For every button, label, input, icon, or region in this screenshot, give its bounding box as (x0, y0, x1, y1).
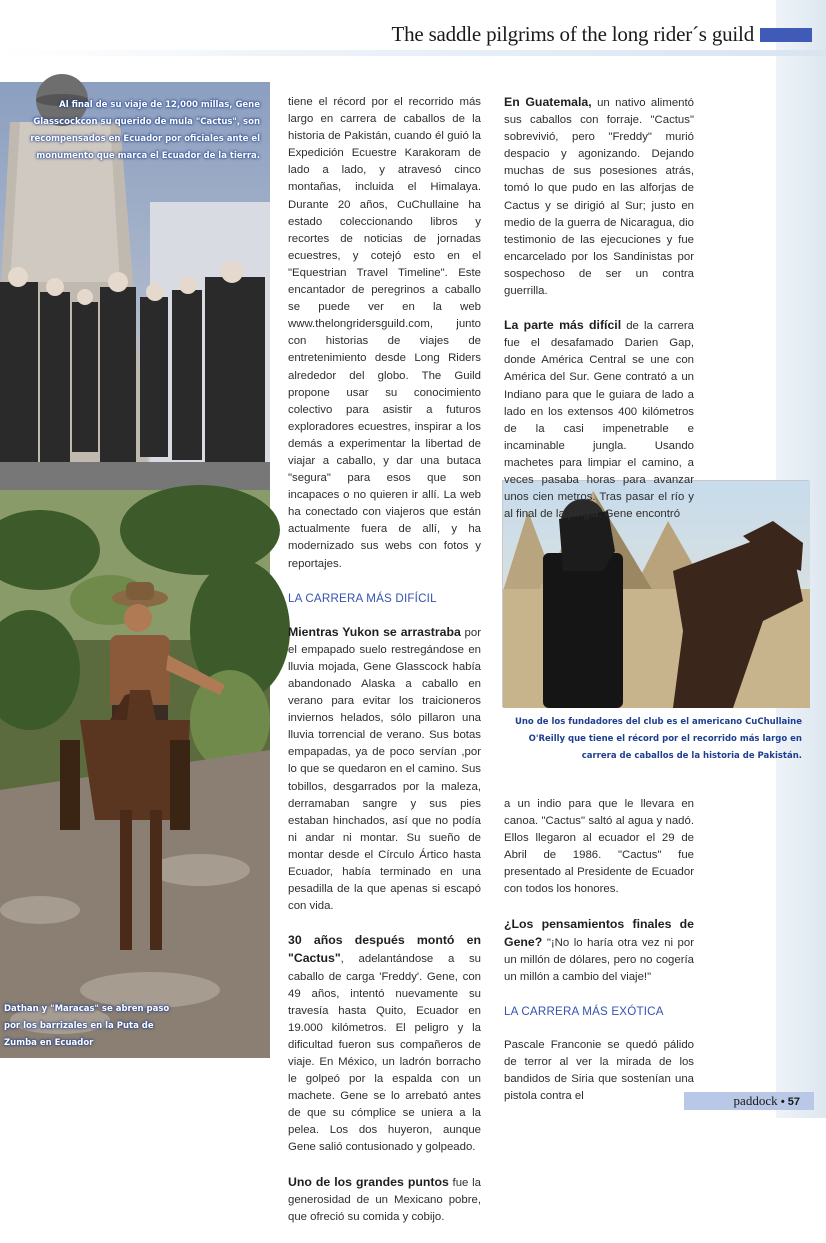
text-column-right-top (504, 94, 694, 540)
magazine-name: paddock (733, 1093, 778, 1108)
section-heading-hardest-race: LA CARRERA MÁS DIFÍCIL (288, 591, 437, 605)
paragraph-text: fue la generosidad de un Mexicano pobre, que ofreció su comida y cobijo. (288, 1176, 481, 1223)
page-footer (684, 1092, 814, 1110)
page-title: The saddle pilgrims of the long rider´s guild (391, 22, 754, 46)
paragraph-text: por el empapado suelo restregándose en lluvia mojada, Gene Glasscock había abandonado Alaska a caballo en verano para evitar los traicioneros inviernos helados, sólo pillaron una lluvia torrencial de verano. Sus botas empapadas, ya de poco servían ,por lo que se quedaron en el camino. Sus tobillos, desgarrados por la maleza, derramaban sangre y sus pies estaban hinchados, así que no podía ni andar ni montar. Su sueño de montar desde el Círculo Ártico hasta Ecuador, había terminado en una pesadilla de la que apenas si escapó con vida. (288, 626, 481, 913)
monument-caption: Al final de su viaje de 12,000 millas, Gene Glasscockcon su querido de mula "Cactus", son recompensados en Ecuador por oficiales ante el monumento que marca el Ecuador de la tierra. (30, 100, 260, 161)
article-paragraph: a un indio para que le llevara en canoa. "Cactus" saltó al agua y nadó. Ellos llegaron al ecuador el 29 de Abril de 1986. "Cactus" fue presentado al Presidente de Ecuador con todos los honores. (504, 798, 694, 896)
header-rule (0, 50, 826, 56)
article-paragraph: tiene el récord por el recorrido más largo en carrera de caballos de la historia de Pakistán, cuando él guió la Expedición Ecuestre Karakoram de lado a lado, y atravesó cinco montañas, incluida el Himalaya. Durante 20 años, CuChullaine ha estado coleccionando libros y recortes de noticias de jornadas ecuestres, y cotejó esto en el "Equestrian Travel Timeline". Este encantador de peregrinos a caballo se puede ver en la web www.thelongridersguild.com, junto con historias de viajes de entretenimiento desde Long Riders alrededor del globo. The Guild propone usar su conocimiento colectivo para asistir a futuros exploradores ecuestres, inspirar a los demás a experimentar la libertad de viajar a caballo, y dar una butaca "segura" para esos que son incapaces o no quieren ir allí. La web ha conectado con viajeros que están actualmente fuera de allí, y ha modernizado sus webs con fotos y reportajes. (288, 96, 481, 570)
monument-photo (0, 82, 270, 490)
paragraph-lead: La parte más difícil (504, 318, 622, 333)
paragraph-lead: Mientras Yukon se arrastraba (288, 624, 461, 639)
article-paragraph (288, 1174, 481, 1226)
paragraph-lead: En Guatemala, (504, 95, 592, 109)
article-paragraph (288, 932, 481, 1156)
page-number: • 57 (780, 1096, 800, 1108)
article-paragraph (504, 94, 694, 300)
paragraph-lead: Uno de los grandes puntos (288, 1174, 449, 1189)
header-accent-bar (760, 28, 812, 42)
page-header (300, 22, 826, 50)
paragraph-text: de la carrera fue el desafamado Darien Gap, donde América Central se une con América del Sur. Gene contrató a un Indiano para que le guiara de lado a lado en los extensos 400 kilómetros de la casi impenetrable e incaminable jungla. Usando machetes para limpiar el camino, a veces pasaba horas para avanzar unos cien metros. Tras pasar el río y al final de la jungla, Gene encontró (504, 320, 694, 521)
rider-caption: Dathan y "Maracas" se abren paso por los barrizales en la Puta de Zumba en Ecuador (4, 1004, 170, 1048)
section-heading-exotic-race: LA CARRERA MÁS EXÓTICA (504, 1004, 664, 1018)
article-paragraph: Pascale Franconie se quedó pálido de terror al ver la mirada de los bandidos de Siria que sostenían una pistola contra el (504, 1039, 694, 1103)
article-paragraph (504, 916, 694, 986)
paragraph-lead: 30 años después montó en "Cactus" (288, 933, 481, 966)
article-paragraph (288, 624, 481, 916)
paragraph-text: , adelantándose a su caballo de carga 'Freddy'. Gene, con 49 años, intentó nuevamente su travesía hasta Quito, Ecuador en 19.000 kilómetros. El peligro y la dificultad fueron sus compañeros de viaje. En México, un ladrón borracho le golpeó por la espalda con un machete. Gene se lo arrebató antes de que su cómplice se uniera a la pelea. Los dos huyeron, aunque Gene salió contusionado y golpeado. (288, 953, 481, 1154)
text-column-left (288, 94, 481, 1243)
rider-photo (0, 490, 270, 1058)
article-paragraph (504, 317, 694, 523)
paragraph-text: un nativo alimentó sus caballos con forraje. "Cactus" sobrevivió, pero "Freddy" murió despacio y agonizando. Dejando muchas de sus posesiones atrás, tomó lo que pudo en las alforjas de Cactus y se dirigió al Sur; justo en medio de la guerra de Nicaragua, dio testimonio de las ejecuciones y fue encarcelado por los Sandinistas por sospechoso de ser un contra guerrilla. (504, 97, 694, 298)
paragraph-text: "¡No lo haría otra vez ni por un millón de dólares, pero no cogería un millón a cambio del viaje!" (504, 936, 694, 983)
paragraph-lead: ¿Los pensamientos finales de Gene? (504, 916, 694, 949)
pyramids-caption: Uno de los fundadores del club es el americano CuChullaine O'Reilly que tiene el récord por el recorrido más largo en carrera de caballos de la historia de Pakistán. (514, 717, 802, 761)
text-column-right-bottom (504, 796, 694, 1122)
